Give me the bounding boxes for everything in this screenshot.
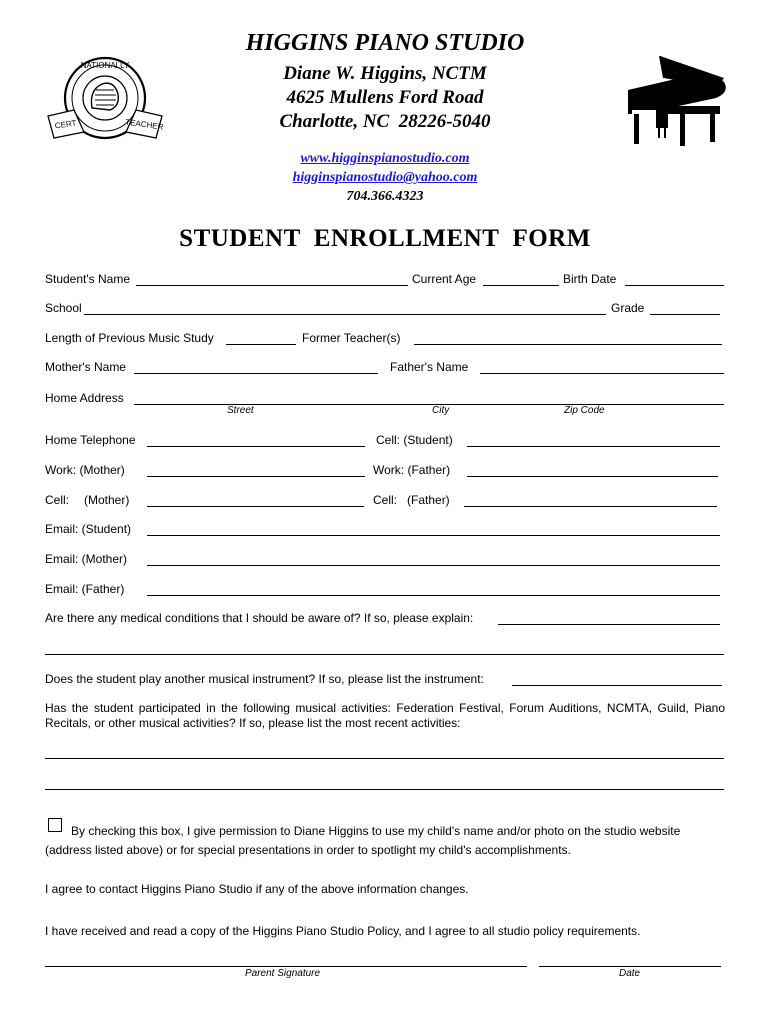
medical-question: Are there any medical conditions that I should be aware of? If so, please explain: — [45, 611, 474, 625]
home-address-field[interactable] — [134, 404, 724, 405]
current-age-label: Current Age — [412, 272, 477, 286]
work-father-label: Work: (Father) — [373, 463, 451, 477]
home-address-label: Home Address — [45, 391, 124, 405]
instrument-question: Does the student play another musical instrument? If so, please list the instrument: — [45, 672, 484, 686]
teacher-name: Diane W. Higgins, NCTM — [283, 63, 487, 84]
address-city-caption: City — [432, 405, 450, 416]
signature-date-field[interactable] — [539, 966, 721, 967]
length-study-field[interactable] — [226, 344, 296, 345]
cell-student-label: Cell: (Student) — [376, 433, 453, 447]
email-father-field[interactable] — [147, 595, 720, 596]
parent-signature-caption: Parent Signature — [245, 968, 321, 979]
activities-answer-line-1[interactable] — [45, 758, 724, 759]
email-father-label: Email: (Father) — [45, 582, 125, 596]
parent-signature-field[interactable] — [45, 966, 527, 967]
studio-website-link[interactable]: www.higginspianostudio.com — [300, 151, 470, 166]
contact-agree-text: I agree to contact Higgins Piano Studio if any of the above information changes. — [45, 882, 469, 896]
current-age-field[interactable] — [483, 285, 559, 286]
cell-father-field[interactable] — [464, 506, 717, 507]
studio-phone: 704.366.4323 — [346, 189, 424, 204]
length-study-label: Length of Previous Music Study — [45, 331, 214, 345]
work-mother-field[interactable] — [147, 476, 365, 477]
address-zip-caption: Zip Code — [564, 405, 605, 416]
birth-date-label: Birth Date — [563, 272, 617, 286]
home-phone-label: Home Telephone — [45, 433, 136, 447]
studio-email-link[interactable]: higginspianostudio@yahoo.com — [292, 170, 478, 185]
cell-student-field[interactable] — [467, 446, 720, 447]
former-teacher-field[interactable] — [414, 344, 722, 345]
svg-text:TEACHER: TEACHER — [124, 117, 164, 132]
school-field[interactable] — [84, 314, 606, 315]
grade-field[interactable] — [650, 314, 720, 315]
father-name-label: Father's Name — [390, 360, 469, 374]
certified-teacher-seal-icon — [44, 50, 166, 146]
cell-mother-label: Cell: — [45, 493, 70, 507]
mother-name-field[interactable] — [134, 373, 378, 374]
birth-date-field[interactable] — [625, 285, 724, 286]
signature-date-caption: Date — [619, 968, 641, 979]
activities-question: Has the student participated in the following musical activities: Federation Festival, Forum Auditions, NCMTA, Guild, Piano Recitals, or other musical activities? If so, please list the most recent activities: — [45, 701, 725, 730]
cell-mother-label-suffix: (Mother) — [84, 493, 130, 507]
email-student-field[interactable] — [147, 535, 720, 536]
student-name-label: Student's Name — [45, 272, 131, 286]
svg-text:CERT: CERT — [54, 118, 77, 131]
work-father-field[interactable] — [467, 476, 718, 477]
cell-father-label: Cell: (Father) — [373, 493, 450, 507]
form-title: STUDENT ENROLLMENT FORM — [179, 225, 591, 252]
school-label: School — [45, 301, 82, 315]
activities-answer-line-2[interactable] — [45, 789, 724, 790]
photo-permission-text: By checking this box, I give permission to Diane Higgins to use my child's name and/or photo on the studio website (address listed above) or for special presentations in order to spotlight my child's accomplishments. — [45, 824, 681, 857]
cell-mother-field[interactable] — [147, 506, 364, 507]
grade-label: Grade — [611, 301, 645, 315]
email-mother-label: Email: (Mother) — [45, 552, 128, 566]
svg-text:NATIONALLY: NATIONALLY — [80, 61, 130, 70]
instrument-answer-field[interactable] — [512, 685, 722, 686]
father-name-field[interactable] — [480, 373, 724, 374]
studio-city: Charlotte, NC 28226-5040 — [279, 111, 491, 132]
policy-agree-text: I have received and read a copy of the Higgins Piano Studio Policy, and I agree to all studio policy requirements. — [45, 924, 641, 938]
medical-answer-field[interactable] — [498, 624, 720, 625]
mother-name-label: Mother's Name — [45, 360, 126, 374]
former-teacher-label: Former Teacher(s) — [302, 331, 401, 345]
home-phone-field[interactable] — [147, 446, 365, 447]
email-mother-field[interactable] — [147, 565, 720, 566]
grand-piano-icon — [620, 48, 732, 152]
student-name-field[interactable] — [136, 285, 408, 286]
studio-name: HIGGINS PIANO STUDIO — [245, 30, 525, 56]
medical-answer-line-2[interactable] — [45, 654, 724, 655]
studio-street: 4625 Mullens Ford Road — [286, 87, 484, 108]
address-street-caption: Street — [227, 405, 254, 416]
work-mother-label: Work: (Mother) — [45, 463, 125, 477]
email-student-label: Email: (Student) — [45, 522, 132, 536]
